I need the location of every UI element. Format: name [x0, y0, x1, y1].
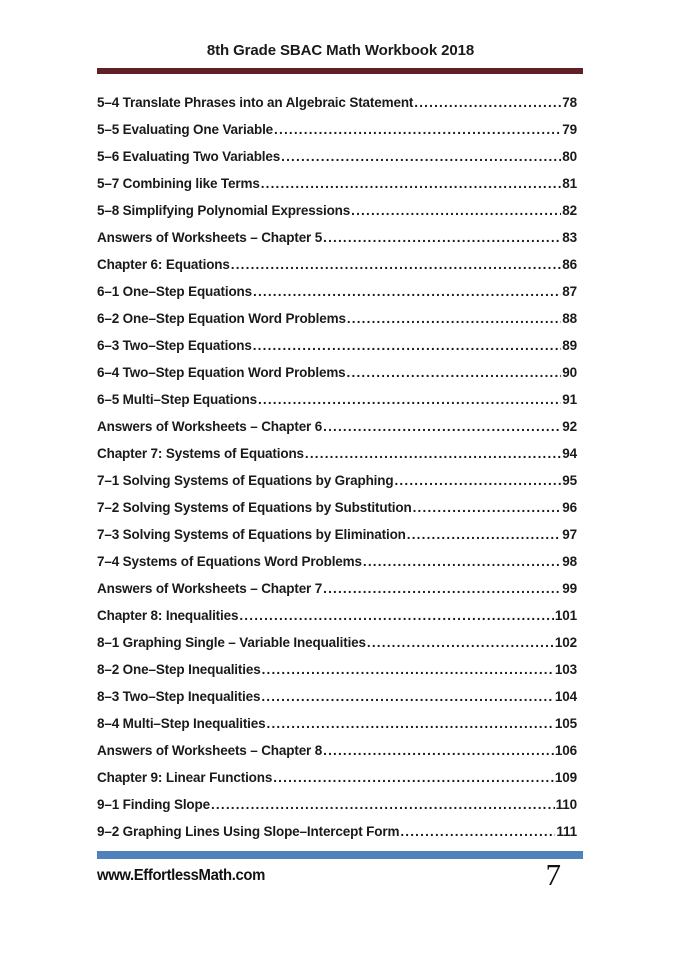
toc-entry-page: 97: [562, 527, 577, 542]
toc-entry-label: 7–4 Systems of Equations Word Problems: [97, 554, 362, 569]
toc-leader-dots: [261, 170, 562, 197]
toc-entry: [97, 764, 583, 791]
toc-leader-dots: [258, 386, 561, 413]
toc-entry: [97, 251, 583, 278]
toc-entry-page: 111: [556, 824, 577, 839]
toc-entry-label: 8–4 Multi–Step Inequalities: [97, 716, 266, 731]
toc-leader-dots: [239, 602, 554, 629]
toc-entry-page: 98: [562, 554, 577, 569]
toc-leader-dots: [367, 629, 554, 656]
toc-leader-dots: [347, 359, 562, 386]
toc-entry-label: 5–6 Evaluating Two Variables: [97, 149, 281, 164]
toc-entry-label: 6–2 One–Step Equation Word Problems: [97, 311, 346, 326]
toc-entry: [97, 737, 583, 764]
toc-entry: [97, 89, 583, 116]
toc-entry-page: 102: [554, 635, 577, 650]
toc-entry: [97, 332, 583, 359]
toc-entry-label: Answers of Worksheets – Chapter 7: [97, 581, 323, 596]
toc-leader-dots: [323, 224, 561, 251]
toc-leader-dots: [281, 143, 561, 170]
toc-leader-dots: [351, 197, 561, 224]
toc-entry: [97, 170, 583, 197]
toc-entry-label: 8–2 One–Step Inequalities: [97, 662, 261, 677]
toc-leader-dots: [305, 440, 561, 467]
toc-entry-label: 7–2 Solving Systems of Equations by Substitution: [97, 500, 412, 515]
toc-entry-page: 83: [562, 230, 577, 245]
toc-leader-dots: [323, 575, 561, 602]
toc-entry-page: 88: [562, 311, 577, 326]
toc-leader-dots: [347, 305, 561, 332]
toc-entry-label: 5–4 Translate Phrases into an Algebraic Statement: [97, 95, 414, 110]
header-rule: [97, 68, 583, 74]
toc-entry-page: 78: [562, 95, 577, 110]
toc-leader-dots: [413, 494, 562, 521]
toc-entry-label: 9–2 Graphing Lines Using Slope–Intercept Form: [97, 824, 400, 839]
toc-entry-page: 81: [562, 176, 577, 191]
toc-entry-label: Chapter 9: Linear Functions: [97, 770, 273, 785]
toc-entry: [97, 467, 583, 494]
toc-entry: [97, 386, 583, 413]
toc-entry: [97, 710, 583, 737]
page-number: 7: [545, 857, 561, 892]
toc-entry-page: 91: [562, 392, 577, 407]
toc-entry-label: 5–5 Evaluating One Variable: [97, 122, 274, 137]
toc-entry: [97, 818, 583, 845]
toc-entry-page: 90: [562, 365, 577, 380]
toc-entry-label: Chapter 6: Equations: [97, 257, 230, 272]
toc-entry: [97, 791, 583, 818]
toc-leader-dots: [414, 89, 561, 116]
toc-entry-page: 89: [562, 338, 577, 353]
toc-entry-page: 104: [554, 689, 577, 704]
toc-leader-dots: [231, 251, 562, 278]
toc-leader-dots: [253, 332, 562, 359]
toc-leader-dots: [394, 467, 561, 494]
website-text: www.EffortlessMath.com: [97, 867, 265, 884]
toc-entry-page: 101: [554, 608, 577, 623]
toc-entry-page: 94: [562, 446, 577, 461]
toc-entry-label: Chapter 7: Systems of Equations: [97, 446, 304, 461]
toc-entry-label: 8–3 Two–Step Inequalities: [97, 689, 261, 704]
toc-entry: [97, 494, 583, 521]
toc-entry-label: 7–3 Solving Systems of Equations by Elimination: [97, 527, 406, 542]
book-title: 8th Grade SBAC Math Workbook 2018: [206, 42, 475, 59]
toc-leader-dots: [262, 656, 554, 683]
toc-leader-dots: [400, 818, 555, 845]
toc-entry-page: 82: [562, 203, 577, 218]
toc-entry: [97, 197, 583, 224]
toc-leader-dots: [274, 116, 561, 143]
toc-leader-dots: [267, 710, 554, 737]
toc-entry-label: 6–3 Two–Step Equations: [97, 338, 252, 353]
toc-leader-dots: [261, 683, 554, 710]
toc-entry: [97, 602, 583, 629]
toc-entry-page: 96: [562, 500, 577, 515]
toc-entry-page: 79: [562, 122, 577, 137]
toc-entry-label: 6–4 Two–Step Equation Word Problems: [97, 365, 346, 380]
toc-entry-page: 106: [554, 743, 577, 758]
toc-entry-label: 6–1 One–Step Equations: [97, 284, 252, 299]
page-footer: [97, 858, 583, 892]
toc-entry-page: 109: [554, 770, 577, 785]
toc-entry: [97, 224, 583, 251]
toc-entry-label: 5–7 Combining like Terms: [97, 176, 260, 191]
toc-leader-dots: [407, 521, 562, 548]
toc-leader-dots: [253, 278, 561, 305]
toc-entry: [97, 440, 583, 467]
toc-entry: [97, 521, 583, 548]
toc-entry: [97, 656, 583, 683]
toc-entry-page: 92: [562, 419, 577, 434]
toc-entry: [97, 548, 583, 575]
toc-entry-page: 110: [555, 797, 577, 812]
toc-leader-dots: [323, 413, 561, 440]
toc-entry: [97, 683, 583, 710]
toc-entry-page: 80: [562, 149, 577, 164]
toc-entry-page: 99: [562, 581, 577, 596]
toc-entry: [97, 359, 583, 386]
toc-entry-label: 8–1 Graphing Single – Variable Inequalities: [97, 635, 366, 650]
toc-leader-dots: [323, 737, 554, 764]
toc-list: [97, 89, 583, 845]
toc-leader-dots: [273, 764, 554, 791]
toc-entry-label: Answers of Worksheets – Chapter 5: [97, 230, 323, 245]
toc-entry-page: 103: [554, 662, 577, 677]
toc-leader-dots: [363, 548, 561, 575]
toc-entry: [97, 305, 583, 332]
toc-entry-page: 87: [562, 284, 577, 299]
toc-entry-label: 7–1 Solving Systems of Equations by Graphing: [97, 473, 394, 488]
toc-entry-label: Answers of Worksheets – Chapter 8: [97, 743, 323, 758]
toc-entry: [97, 278, 583, 305]
toc-entry: [97, 413, 583, 440]
toc-leader-dots: [211, 791, 555, 818]
toc-entry-page: 95: [562, 473, 577, 488]
toc-entry-page: 105: [554, 716, 577, 731]
toc-entry-label: 5–8 Simplifying Polynomial Expressions: [97, 203, 351, 218]
toc-entry: [97, 116, 583, 143]
toc-entry: [97, 143, 583, 170]
toc-entry-label: 6–5 Multi–Step Equations: [97, 392, 257, 407]
toc-entry-label: Answers of Worksheets – Chapter 6: [97, 419, 323, 434]
toc-entry: [97, 629, 583, 656]
toc-entry-label: 9–1 Finding Slope: [97, 797, 210, 812]
toc-entry-label: Chapter 8: Inequalities: [97, 608, 239, 623]
toc-entry: [97, 575, 583, 602]
toc-entry-page: 86: [562, 257, 577, 272]
